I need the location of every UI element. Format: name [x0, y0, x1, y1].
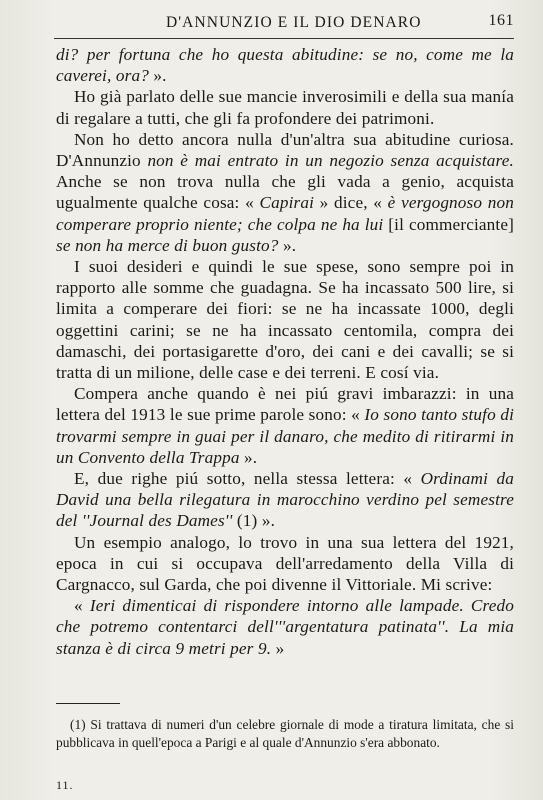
text-segment: ».: [239, 447, 258, 467]
italic-text: non è mai entrato in un negozio senza acquistare.: [147, 151, 514, 171]
footnote: [56, 716, 514, 752]
paragraph: [56, 595, 514, 659]
text-segment: ».: [278, 235, 297, 255]
header-rule: [54, 38, 514, 39]
paragraph: [56, 86, 514, 128]
paragraph: [56, 129, 514, 256]
paragraph: [56, 383, 514, 468]
text-segment: Compera anche quando è nei piú gravi imbarazzi: in una lettera del 1913 le sue prime parole sono: «: [56, 384, 514, 425]
paragraph: [56, 468, 514, 532]
footnote-rule: [56, 703, 120, 704]
running-title: D'ANNUNZIO E IL DIO DENARO: [166, 14, 422, 31]
signature-mark: 11.: [56, 778, 74, 792]
paragraph: [56, 532, 514, 596]
italic-text: Ieri dimenticai di rispondere intorno alle lampade. Credo che potremo contentarci dell'''argentatura patinata''. La mia stanza è di circa 9 metri per 9.: [56, 596, 514, 658]
text-segment: (1) ».: [232, 511, 276, 531]
paragraph: [56, 256, 514, 383]
italic-text: Ordinami da David una bella rilegatura in marocchino verdino pel semestre del ''Journal des Dames'': [56, 469, 515, 531]
text-segment: » dice, «: [314, 193, 388, 213]
italic-text: se non ha merce di buon gusto?: [56, 235, 279, 255]
text-segment: Non ho detto ancora nulla d'un'altra sua abitudine curiosa. D'Annunzio: [56, 129, 514, 171]
italic-text: di? per fortuna che ho questa abitudine: se no, come me la caverei, ora?: [56, 45, 514, 86]
page-number: 161: [488, 12, 514, 29]
text-segment: [il commerciante]: [383, 214, 514, 234]
italic-text: Io sono tanto stufo di trovarmi sempre in guai per il danaro, che medito di ritirarmi in un Convento della Trappa: [56, 405, 514, 467]
body-text: [56, 44, 514, 659]
text-segment: Un esempio analogo, lo trovo in una sua lettera del 1921, epoca in cui si occupava dell'arredamento della Villa di Cargnacco, sul Garda, che poi divenne il Vittoriale. Mi scrive:: [56, 532, 514, 595]
italic-text: è vergognoso non comperare proprio niente; che colpa ne ha lui: [56, 193, 514, 234]
footnote-text: (1) Si trattava di numeri d'un celebre giornale di mode a tiratura limitata, che si pubblicava in quell'epoca a Parigi e al quale d'Annunzio s'era abbonato.: [56, 717, 514, 750]
text-segment: Anche se non trova nulla che gli vada a genio, acquista ugualmente qualche cosa: «: [56, 172, 514, 213]
text-segment: E, due righe piú sotto, nella stessa lettera: «: [74, 469, 421, 489]
text-segment: I suoi desideri e quindi le sue spese, sono sempre poi in rapporto alle somme che guadagna. Se ha incassato 500 lire, si limita a comperare dei fiori: se ne ha incassate 1000, degli oggettini carini; se ne ha incassato centomila, compra dei damaschi, dei portasigarette d'oro, dei cani e dei cavalli; se si tratta di un milione, delle case e dei terreni. E cosí via.: [56, 257, 514, 383]
text-segment: »: [271, 638, 285, 658]
running-header: [56, 12, 514, 34]
text-segment: «: [74, 596, 90, 616]
paragraph: [56, 44, 514, 86]
italic-text: Capirai: [259, 193, 315, 213]
text-segment: Ho già parlato delle sue mancie inverosimili e della sua manía di regalare a tutti, che gli fa profondere dei patrimoni.: [56, 87, 514, 128]
text-segment: ».: [148, 66, 167, 86]
